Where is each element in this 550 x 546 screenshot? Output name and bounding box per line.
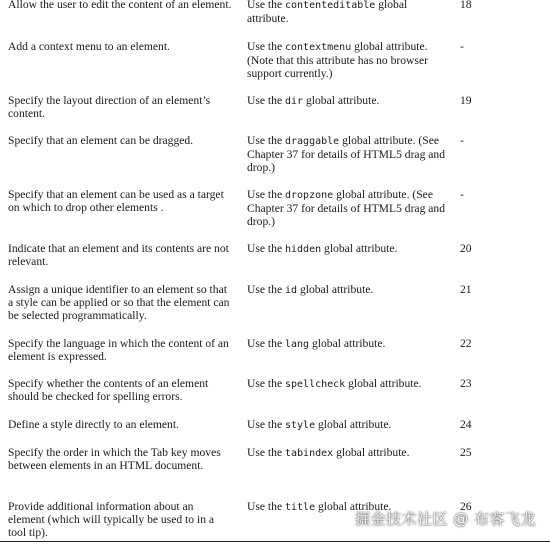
attribute-name: id xyxy=(285,285,298,296)
solution-text: Use the contextmenu global attribute. (Note that this attribute has no browser support currently.) xyxy=(247,40,428,81)
solution-text: Use the tabindex global attribute. xyxy=(247,446,410,459)
task-description: Add a context menu to an element. xyxy=(8,40,170,53)
solution-text: Use the contenteditable global attribute. xyxy=(247,0,408,26)
attribute-name: dropzone xyxy=(285,190,334,201)
page-number: - xyxy=(460,40,464,53)
solution-text: Use the id global attribute. xyxy=(247,283,374,296)
attribute-name: contextmenu xyxy=(285,42,352,53)
task-description: Specify that an element can be dragged. xyxy=(8,134,194,147)
bottom-rule xyxy=(0,541,550,542)
page-number: - xyxy=(460,188,464,201)
solution-text: Use the dir global attribute. xyxy=(247,94,380,107)
page-number: 23 xyxy=(460,377,472,390)
task-description: Indicate that an element and its contents are not relevant. xyxy=(8,242,229,269)
page-number: 18 xyxy=(460,0,472,11)
attribute-name: tabindex xyxy=(285,448,334,459)
task-description: Assign a unique identifier to an element so that a style can be applied or so that the element can be selected programmatically. xyxy=(8,283,230,323)
page-number: 19 xyxy=(460,94,472,107)
watermark: 掘金技术社区 @ 布客飞龙 xyxy=(354,510,536,528)
task-description: Specify the language in which the content of an element is expressed. xyxy=(8,337,229,364)
solution-text: Use the draggable global attribute. (See Chapter 37 for details of HTML5 drag and drop.) xyxy=(247,134,446,175)
task-description: Specify the order in which the Tab key moves between elements in an HTML document. xyxy=(8,446,221,473)
task-description: Define a style directly to an element. xyxy=(8,418,179,431)
attribute-name: title xyxy=(285,502,316,513)
page-number: - xyxy=(460,134,464,147)
attribute-name: spellcheck xyxy=(285,379,346,390)
task-description: Provide additional information about an element (which will typically be used to in a tool tip). xyxy=(8,500,215,540)
page-number: 22 xyxy=(460,337,472,350)
page-number: 20 xyxy=(460,242,472,255)
solution-text: Use the spellcheck global attribute. xyxy=(247,377,422,390)
solution-text: Use the dropzone global attribute. (See Chapter 37 for details of HTML5 drag and drop.) xyxy=(247,188,446,229)
solution-text: Use the hidden global attribute. xyxy=(247,242,398,255)
page-number: 21 xyxy=(460,283,472,296)
task-description: Allow the user to edit the content of an element. xyxy=(8,0,232,11)
solution-text: Use the lang global attribute. xyxy=(247,337,386,350)
solution-text: Use the style global attribute. xyxy=(247,418,392,431)
attribute-name: contenteditable xyxy=(285,0,376,11)
task-description: Specify the layout direction of an element’s content. xyxy=(8,94,211,121)
attribute-name: style xyxy=(285,420,316,431)
task-description: Specify whether the contents of an element should be checked for spelling errors. xyxy=(8,377,209,404)
page-number: 25 xyxy=(460,446,472,459)
attribute-name: hidden xyxy=(285,244,322,255)
task-description: Specify that an element can be used as a target on which to drop other elements . xyxy=(8,188,224,215)
solution-text: Use the title global attribute. xyxy=(247,500,392,513)
attribute-name: draggable xyxy=(285,136,340,147)
attribute-name: lang xyxy=(285,339,310,350)
page-number: 26 xyxy=(460,500,472,513)
page-number: 24 xyxy=(460,418,472,431)
attribute-name: dir xyxy=(285,96,304,107)
